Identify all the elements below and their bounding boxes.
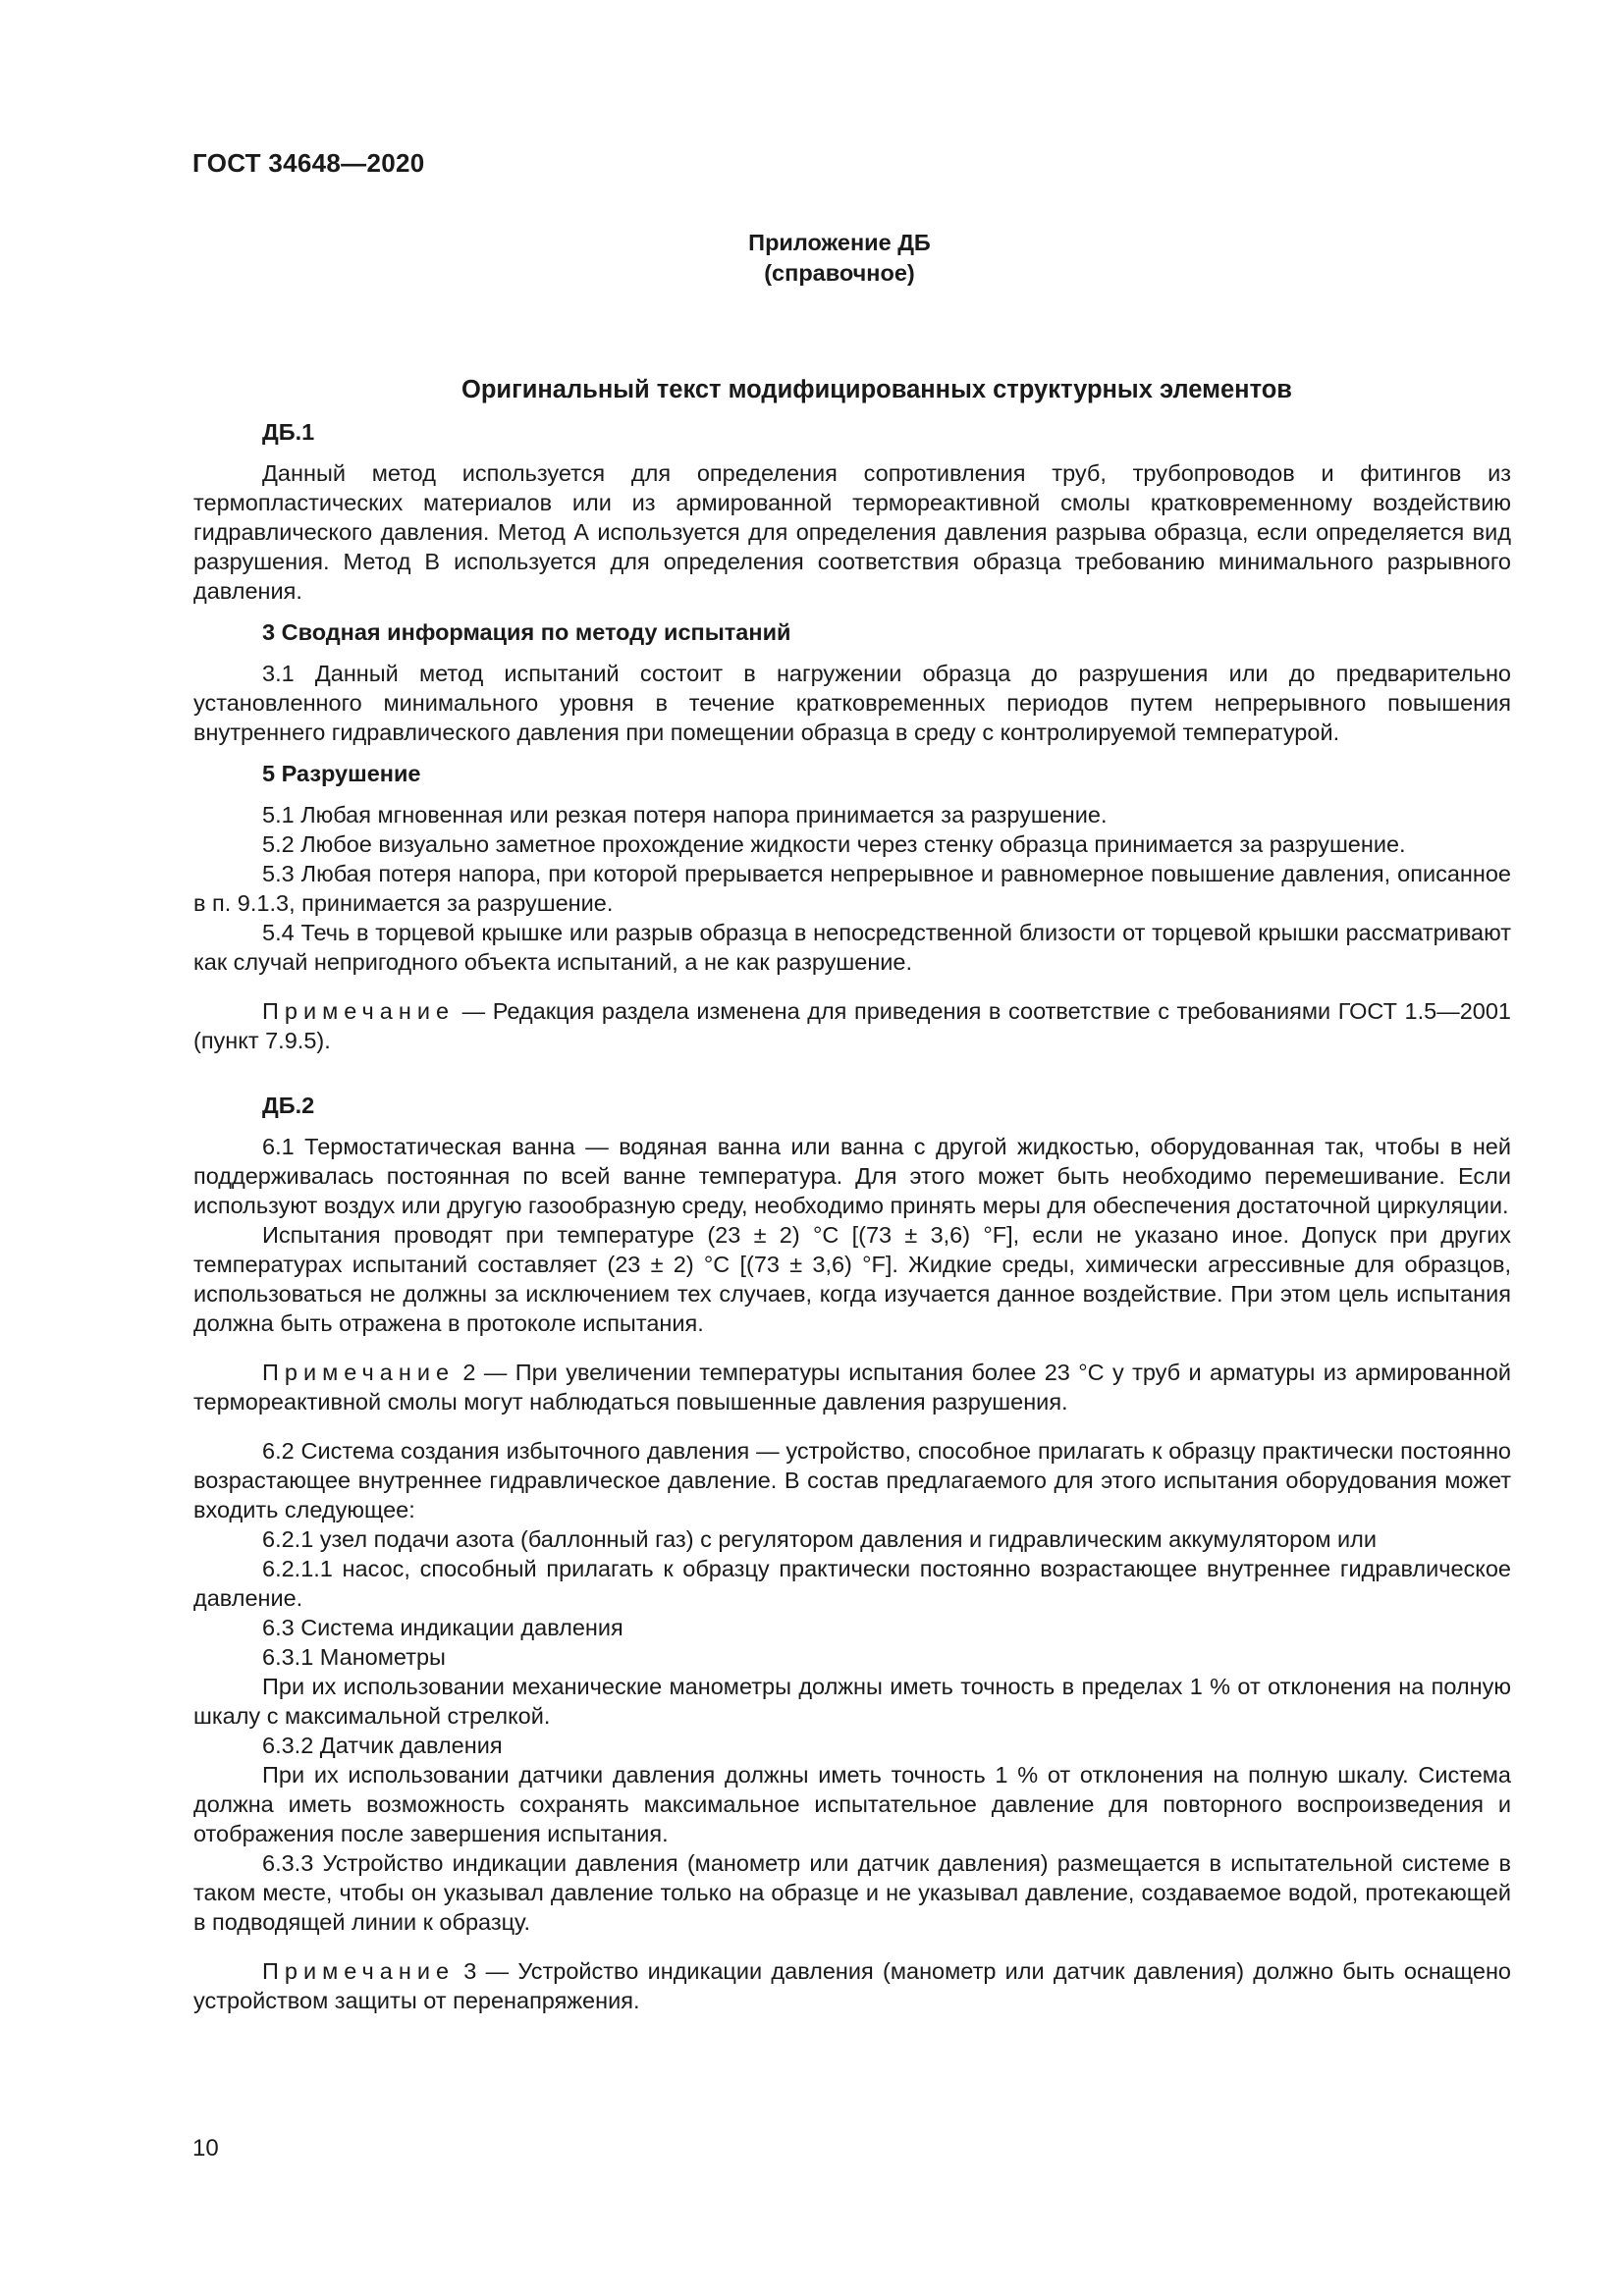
paragraph-6-1: 6.1 Термостатическая ванна — водяная ванна или ванна с другой жидкостью, оборудованная так, чтобы в ней поддерживалась постоянная по всей ванне температура. Для этого может быть необходимо перемешивание. Если используют воздух или другую газообразную среду, необходимо принять меры для обеспечения достаточной циркуляции.	[193, 1134, 1511, 1218]
appendix-type: (справочное)	[764, 260, 915, 286]
note-2	[193, 1358, 1511, 1416]
paragraph-6-3-2: 6.3.2 Датчик давления	[262, 1733, 503, 1758]
appendix-title: Приложение ДБ	[748, 230, 931, 255]
paragraph-6-3-2-text: При их использовании датчики давления должны иметь точность 1 % от отклонения на полную шкалу. Система должна иметь возможность сохранять максимальное испытательное давление для повторного воспроизведения и отображения после завершения испытания.	[193, 1762, 1511, 1846]
paragraph-db1-intro: Данный метод используется для определения сопротивления труб, трубопроводов и фитингов из термопластических материалов или из армированной термореактивной смолы кратковременному воздействию гидравлического давления. Метод А используется для определения давления разрыва образца, если определяется вид разрушения. Метод В используется для определения соответствия образца требованию минимального разрывного давления.	[193, 460, 1511, 604]
paragraph-6-3-1-text: При их использовании механические манометры должны иметь точность в пределах 1 % от отклонения на полную шкалу с максимальной стрелкой.	[193, 1674, 1511, 1729]
paragraph-3-1: 3.1 Данный метод испытаний состоит в нагружении образца до разрушения или до предварительно установленного минимального уровня в течение кратковременных периодов путем непрерывного повышения внутреннего гидравлического давления при помещении образца в среду с контролируемой температурой.	[193, 661, 1511, 745]
paragraph-6-3-1: 6.3.1 Манометры	[262, 1644, 446, 1670]
paragraph-6-1-temperature: Испытания проводят при температуре (23 ± 2) °С [(73 ± 3,6) °F], если не указано иное. Допуск при других температурах испытаний составляет (23 ± 2) °С [(73 ± 3,6) °F]. Жидкие среды, химически агрессивные для образцов, использоваться не должны за исключением тех случаев, когда изучается данное воздействие. При этом цель испытания должна быть отражена в протоколе испытания.	[193, 1222, 1511, 1336]
note-3	[193, 1956, 1511, 2015]
page-number: 10	[192, 2135, 219, 2162]
paragraph-6-2: 6.2 Система создания избыточного давления — устройство, способное прилагать к образцу практически постоянно возрастающее внутреннее гидравлическое давление. В состав предлагаемого для этого испытания оборудования может входить следующее:	[193, 1438, 1511, 1522]
paragraph-5-4: 5.4 Течь в торцевой крышке или разрыв образца в непосредственной близости от торцевой крышки рассматривают как случай непригодного объекта испытаний, а не как разрушение.	[193, 920, 1511, 975]
section-5-title: 5 Разрушение	[262, 761, 421, 786]
section-3-title: 3 Сводная информация по методу испытаний	[262, 619, 791, 645]
note-label: Примечание	[262, 998, 456, 1024]
note-3-text: 3 — Устройство индикации давления (манометр или датчик давления) должно быть оснащено устройством защиты от перенапряжения.	[193, 1958, 1511, 2013]
note-db1	[193, 996, 1511, 1055]
section-db2-label: ДБ.2	[262, 1093, 315, 1118]
note-2-text: 2 — При увеличении температуры испытания более 23 °С у труб и арматуры из армированной термореактивной смолы могут наблюдаться повышенные давления разрушения.	[193, 1360, 1511, 1415]
document-code: ГОСТ 34648—2020	[192, 148, 425, 178]
paragraph-5-3: 5.3 Любая потеря напора, при которой прерывается непрерывное и равномерное повышение давления, описанное в п. 9.1.3, принимается за разрушение.	[193, 861, 1511, 916]
paragraph-5-2: 5.2 Любое визуально заметное прохождение жидкости через стенку образца принимается за разрушение.	[262, 831, 1406, 857]
paragraph-5-1: 5.1 Любая мгновенная или резкая потеря напора принимается за разрушение.	[262, 802, 1108, 828]
note-text: — Редакция раздела изменена для приведения в соответствие с требованиями ГОСТ 1.5—2001 (пункт 7.9.5).	[193, 998, 1511, 1053]
appendix-heading	[0, 228, 1624, 289]
section-db1-label: ДБ.1	[262, 419, 315, 445]
paragraph-6-3-3: 6.3.3 Устройство индикации давления (манометр или датчик давления) размещается в испытательной системе в таком месте, чтобы он указывал давление только на образце и не указывал давление, создаваемое водой, протекающей в подводящей линии к образцу.	[193, 1850, 1511, 1935]
note-2-label: Примечание	[262, 1360, 456, 1385]
paragraph-6-2-1-1: 6.2.1.1 насос, способный прилагать к образцу практически постоянно возрастающее внутреннее гидравлическое давление.	[193, 1556, 1511, 1611]
document-body	[193, 374, 1511, 2015]
document-title: Оригинальный текст модифицированных структурных элементов	[461, 376, 1292, 403]
paragraph-6-3: 6.3 Система индикации давления	[262, 1615, 623, 1640]
paragraph-6-2-1: 6.2.1 узел подачи азота (баллонный газ) с регулятором давления и гидравлическим аккумулятором или	[262, 1526, 1377, 1552]
note-3-label: Примечание	[262, 1958, 456, 1984]
